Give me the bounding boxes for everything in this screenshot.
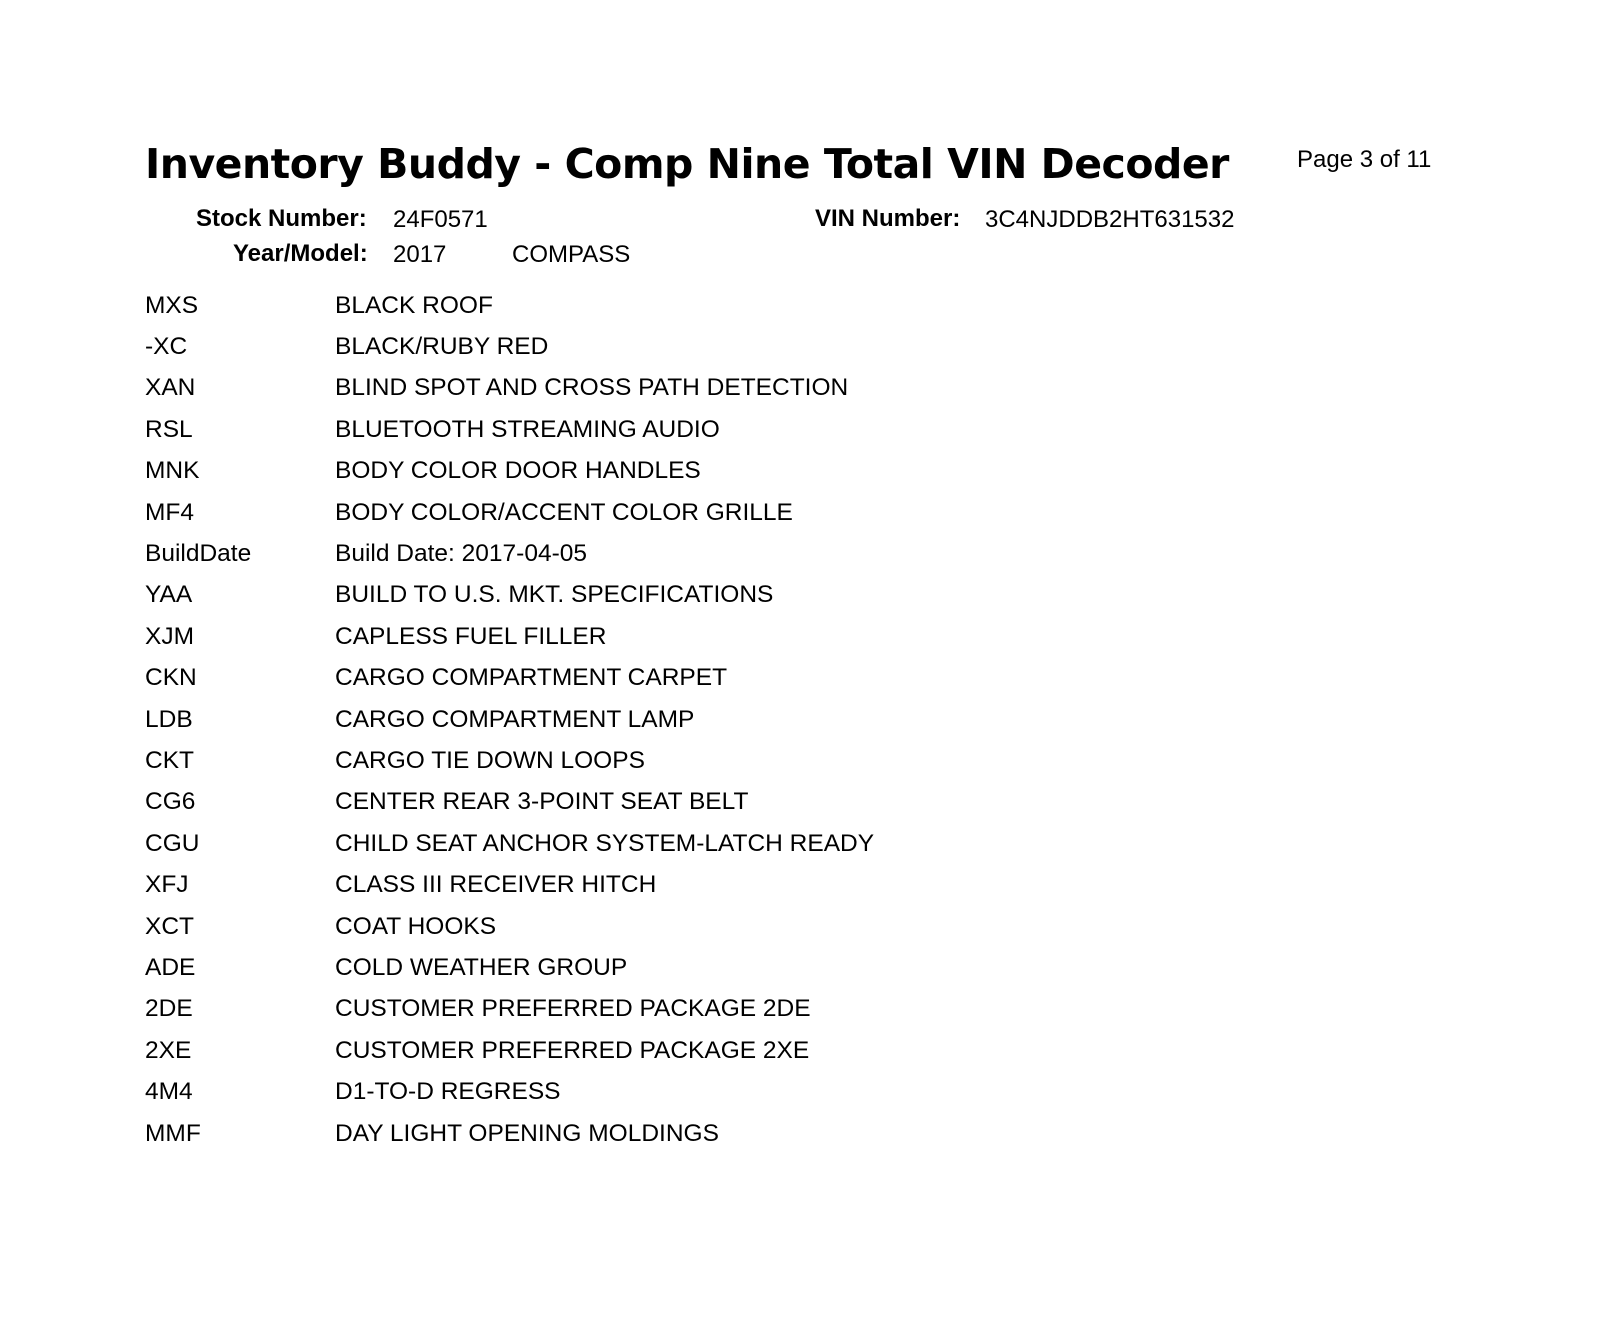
option-row xyxy=(145,285,874,326)
option-row xyxy=(145,1030,874,1071)
option-row xyxy=(145,368,874,409)
option-description: CARGO TIE DOWN LOOPS xyxy=(335,746,645,774)
option-code: CGU xyxy=(145,829,200,857)
option-row xyxy=(145,658,874,699)
option-description: BLUETOOTH STREAMING AUDIO xyxy=(335,415,720,443)
model-value: COMPASS xyxy=(512,241,631,268)
option-code: MXS xyxy=(145,291,199,319)
option-row xyxy=(145,823,874,864)
option-code: LDB xyxy=(145,705,193,733)
option-code: MF4 xyxy=(145,498,194,526)
option-code: CKN xyxy=(145,664,197,692)
option-description: CLASS III RECEIVER HITCH xyxy=(335,871,657,899)
page-title: Inventory Buddy - Comp Nine Total VIN Decoder xyxy=(145,140,1229,188)
option-description: BUILD TO U.S. MKT. SPECIFICATIONS xyxy=(335,581,774,609)
option-row xyxy=(145,1113,874,1154)
vin-number-label: VIN Number: xyxy=(815,205,961,232)
option-row xyxy=(145,947,874,988)
option-description: DAY LIGHT OPENING MOLDINGS xyxy=(335,1119,719,1147)
option-description: CARGO COMPARTMENT CARPET xyxy=(335,664,728,692)
option-row xyxy=(145,989,874,1030)
option-code: 2DE xyxy=(145,995,193,1023)
stock-number-label: Stock Number: xyxy=(196,205,367,232)
option-description: CHILD SEAT ANCHOR SYSTEM-LATCH READY xyxy=(335,829,875,857)
option-row xyxy=(145,492,874,533)
option-description: BLIND SPOT AND CROSS PATH DETECTION xyxy=(335,374,849,402)
option-row xyxy=(145,864,874,905)
page-number: Page 3 of 11 xyxy=(1297,146,1432,173)
option-row xyxy=(145,451,874,492)
option-description: BODY COLOR/ACCENT COLOR GRILLE xyxy=(335,498,793,526)
option-code: ADE xyxy=(145,953,196,981)
option-row xyxy=(145,1071,874,1112)
option-code: XAN xyxy=(145,374,196,402)
option-description: BODY COLOR DOOR HANDLES xyxy=(335,457,701,485)
option-code: BuildDate xyxy=(145,540,252,568)
option-row xyxy=(145,616,874,657)
option-description: COLD WEATHER GROUP xyxy=(335,953,628,981)
option-row xyxy=(145,699,874,740)
option-row xyxy=(145,575,874,616)
year-model-label: Year/Model: xyxy=(233,240,368,267)
option-row xyxy=(145,782,874,823)
option-row xyxy=(145,906,874,947)
option-code: MNK xyxy=(145,457,200,485)
option-description: CUSTOMER PREFERRED PACKAGE 2XE xyxy=(335,1036,810,1064)
year-value: 2017 xyxy=(393,241,447,268)
option-code: CKT xyxy=(145,746,194,774)
option-description: CARGO COMPARTMENT LAMP xyxy=(335,705,695,733)
option-code: YAA xyxy=(145,581,193,609)
option-row xyxy=(145,533,874,574)
option-row xyxy=(145,740,874,781)
option-code: XJM xyxy=(145,622,194,650)
option-row xyxy=(145,409,874,450)
option-code: XFJ xyxy=(145,871,189,899)
option-code: CG6 xyxy=(145,788,196,816)
option-code: XCT xyxy=(145,912,194,940)
option-code: RSL xyxy=(145,415,193,443)
option-description: D1-TO-D REGRESS xyxy=(335,1078,561,1106)
option-code: 2XE xyxy=(145,1036,192,1064)
option-row xyxy=(145,326,874,367)
option-description: CAPLESS FUEL FILLER xyxy=(335,622,607,650)
option-code: 4M4 xyxy=(145,1078,193,1106)
option-description: COAT HOOKS xyxy=(335,912,497,940)
option-description: BLACK ROOF xyxy=(335,291,493,319)
option-description: CUSTOMER PREFERRED PACKAGE 2DE xyxy=(335,995,811,1023)
vin-number-value: 3C4NJDDB2HT631532 xyxy=(985,206,1235,233)
option-code: MMF xyxy=(145,1119,201,1147)
stock-number-value: 24F0571 xyxy=(393,206,488,233)
option-code: -XC xyxy=(145,333,188,361)
option-description: Build Date: 2017-04-05 xyxy=(335,540,587,568)
option-description: BLACK/RUBY RED xyxy=(335,333,549,361)
option-description: CENTER REAR 3-POINT SEAT BELT xyxy=(335,788,749,816)
option-code-list xyxy=(145,285,874,1154)
